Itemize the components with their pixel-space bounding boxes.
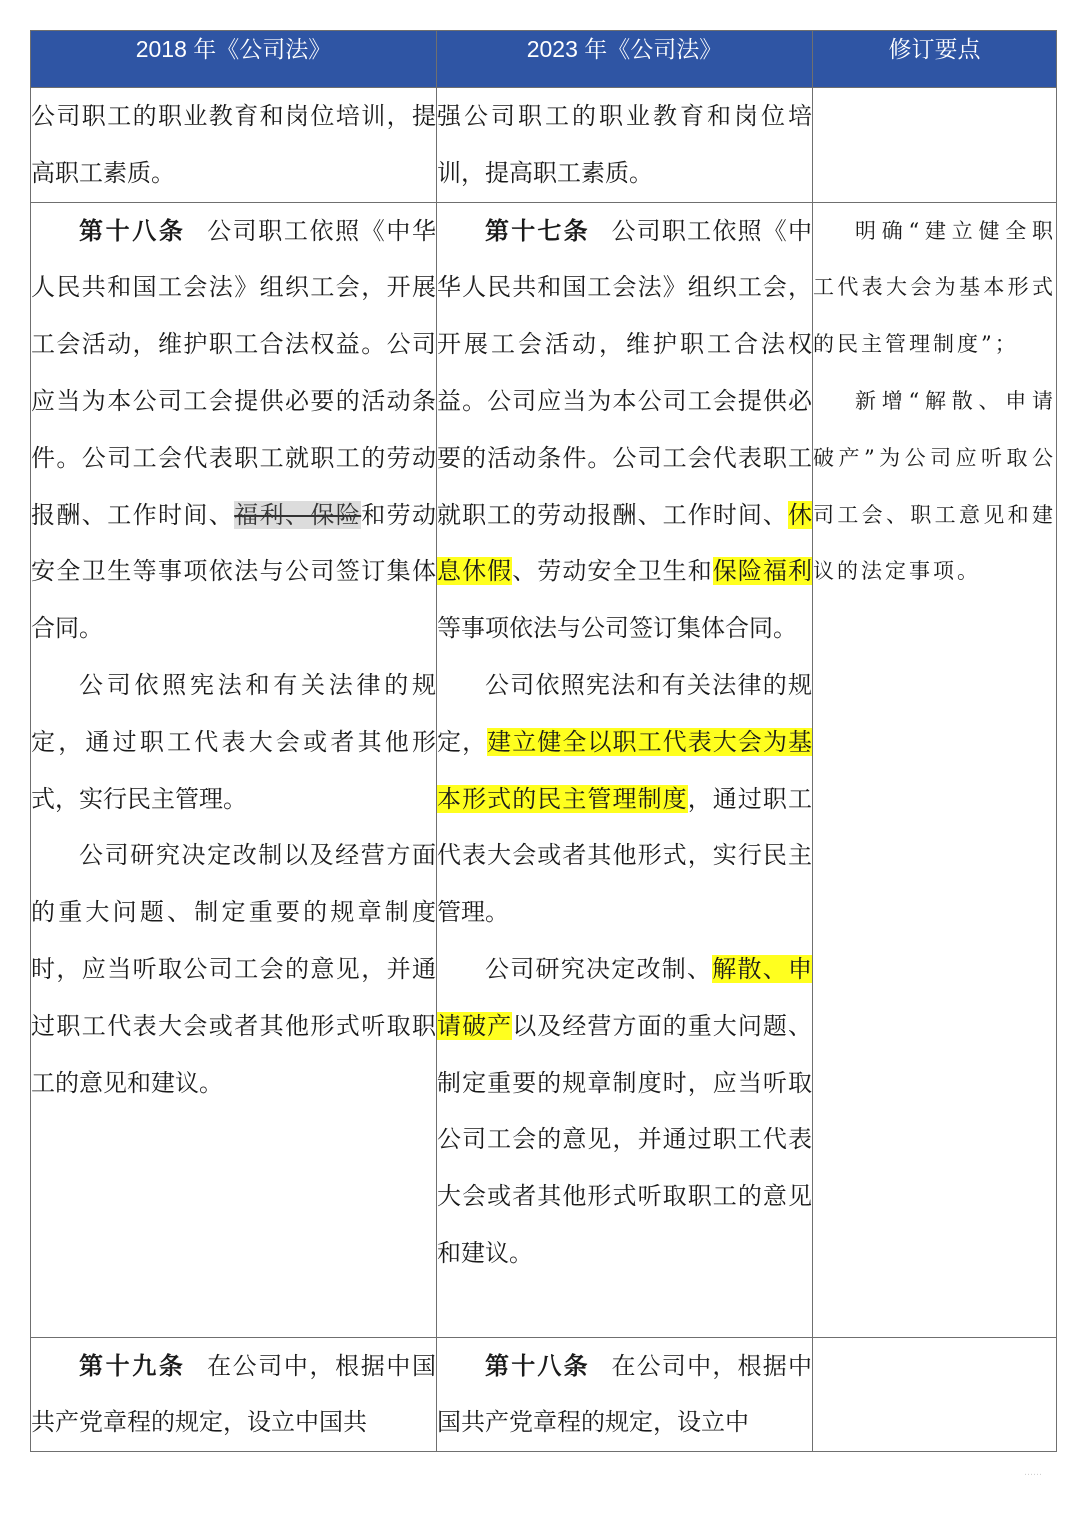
article-number: 第十八条 (485, 1350, 590, 1380)
table-row (31, 1337, 1057, 1452)
table-row (31, 202, 1057, 1337)
highlighted-text: 保险福利 (712, 557, 813, 586)
watermark: …… (1024, 1468, 1042, 1478)
notes-cell (813, 1337, 1057, 1452)
table-row (31, 88, 1057, 203)
new-law-paragraph: 公司研究决定改制、解散、申请破产以及经营方面的重大问题、制定重要的规章制度时，应当听取公司工会的意见，并通过职工代表大会或者其他形式听取职工的意见和建议。 (437, 954, 813, 1267)
notes-paragraph: 新增“解散、申请破产”为公司应听取公司工会、职工意见和建议的法定事项。 (813, 388, 1056, 584)
old-law-paragraph: 公司依照宪法和有关法律的规定，通过职工代表大会或者其他形式，实行民主管理。 (31, 670, 436, 813)
article-number: 第十九条 (79, 1350, 186, 1380)
new-law-cell (437, 1337, 813, 1452)
new-law-cell (437, 202, 813, 1337)
header-2018: 2018 年《公司法》 (31, 31, 437, 88)
old-law-text: 公司职工的职业教育和岗位培训，提高职工素质。 (31, 102, 436, 187)
header-2023: 2023 年《公司法》 (437, 31, 813, 88)
notes-cell (813, 202, 1057, 1337)
notes-paragraph: 明确“建立健全职工代表大会为基本形式的民主管理制度”； (813, 218, 1056, 357)
header-notes: 修订要点 (813, 31, 1057, 88)
old-law-paragraph: 第十八条 公司职工依照《中华人民共和国工会法》组织工会，开展工会活动，维护职工合法权益。公司应当为本公司工会提供必要的活动条件。公司工会代表职工就职工的劳动报酬、工作时间、福利、保险和劳动安全卫生等事项依法与公司签订集体合同。 (31, 215, 437, 643)
article-number: 第十八条 (79, 215, 186, 245)
deleted-text: 福利、保险 (234, 500, 362, 529)
notes-cell (813, 88, 1057, 203)
new-law-paragraph: 公司依照宪法和有关法律的规定，建立健全以职工代表大会为基本形式的民主管理制度，通过职工代表大会或者其他形式，实行民主管理。 (437, 670, 813, 927)
old-law-cell (31, 1337, 437, 1452)
comparison-table (30, 30, 1057, 1452)
highlighted-text: 解散、申请破产 (437, 954, 812, 1040)
article-number: 第十七条 (485, 215, 590, 245)
old-law-cell (31, 88, 437, 203)
new-law-cell (437, 88, 813, 203)
new-law-paragraph: 第十七条 公司职工依照《中华人民共和国工会法》组织工会，开展工会活动，维护职工合法权益。公司应当为本公司工会提供必要的活动条件。公司工会代表职工就职工的劳动报酬、工作时间、休息休假、劳动安全卫生和保险福利等事项依法与公司签订集体合同。 (437, 215, 813, 643)
new-law-paragraph: 第十八条 在公司中，根据中国共产党章程的规定，设立中 (437, 1350, 812, 1437)
highlighted-text: 休息休假 (437, 500, 812, 586)
old-law-paragraph: 公司研究决定改制以及经营方面的重大问题、制定重要的规章制度时，应当听取公司工会的意见，并通过职工代表大会或者其他形式听取职工的意见和建议。 (31, 841, 436, 1097)
highlighted-text: 建立健全以职工代表大会为基本形式的民主管理制度 (437, 727, 813, 813)
new-law-text: 强公司职工的职业教育和岗位培训，提高职工素质。 (437, 102, 812, 187)
old-law-cell (31, 202, 437, 1337)
header-row (31, 31, 1057, 88)
old-law-paragraph: 第十九条 在公司中，根据中国共产党章程的规定，设立中国共 (31, 1350, 436, 1437)
